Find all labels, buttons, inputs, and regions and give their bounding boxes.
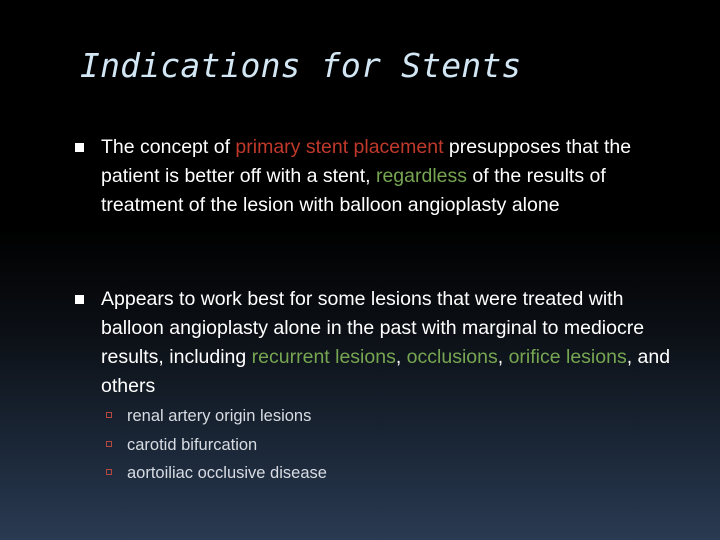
- sub-bullet-carotid-bifurcation: [127, 435, 647, 455]
- sub-bullet-renal-artery: [127, 406, 647, 426]
- emphasis-regardless: regardless: [375, 165, 468, 187]
- bullet-text-segment: presupposes that the patient is better off with a stent,: [101, 136, 632, 187]
- bullet-text-segment: , and others: [101, 346, 671, 397]
- bullet-text-segment: of the results of treatment of the lesion with balloon angioplasty alone: [101, 165, 606, 216]
- hollow-square-bullet-icon: [106, 469, 112, 475]
- sub-bullet-text: renal artery origin lesions: [127, 407, 312, 425]
- sub-bullet-aortoiliac: [127, 463, 647, 483]
- bullet-text-segment: ,: [395, 346, 407, 368]
- slide-title: Indications for Stents: [80, 46, 522, 85]
- hollow-square-bullet-icon: [106, 412, 112, 418]
- square-bullet-icon: [75, 143, 84, 152]
- bullet-text-segment: The concept of: [101, 136, 236, 158]
- bullet-appears-to-work-best: [101, 285, 671, 401]
- emphasis-occlusions: occlusions: [406, 346, 498, 368]
- emphasis-recurrent-lesions: recurrent lesions: [251, 346, 396, 368]
- bullet-text-segment: ,: [497, 346, 509, 368]
- sub-bullet-text: aortoiliac occlusive disease: [127, 464, 327, 482]
- emphasis-primary-stent-placement: primary stent placement: [235, 136, 444, 158]
- square-bullet-icon: [75, 295, 84, 304]
- bullet-primary-stent-placement: [101, 133, 671, 220]
- emphasis-orifice-lesions: orifice lesions: [508, 346, 627, 368]
- bullet-text-segment: Appears to work best for some lesions that were treated with balloon angioplasty alone in the past with marginal to mediocre results, including: [101, 288, 645, 368]
- sub-bullet-text: carotid bifurcation: [127, 436, 258, 454]
- hollow-square-bullet-icon: [106, 441, 112, 447]
